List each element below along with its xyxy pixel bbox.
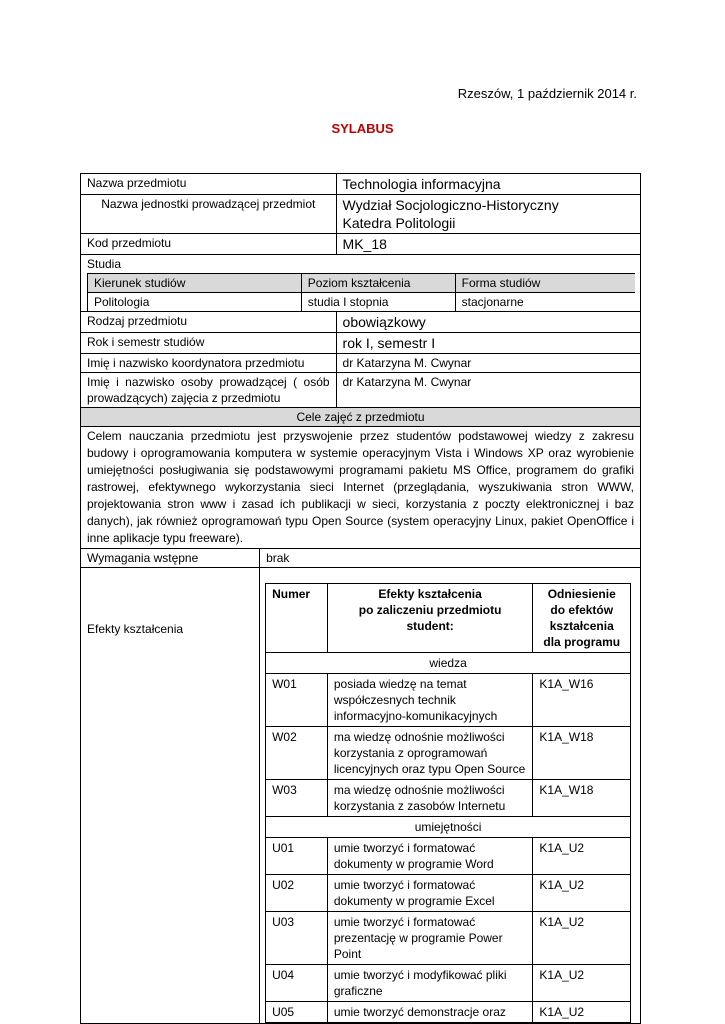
table-row — [266, 1002, 631, 1023]
table-row — [266, 838, 631, 875]
table-row — [266, 780, 631, 817]
effect-number: U03 — [266, 912, 328, 965]
prereq-value: brak — [260, 549, 641, 568]
studies-block — [81, 255, 641, 312]
studies-table — [87, 273, 635, 311]
studies-form: stacjonarne — [455, 293, 635, 312]
effect-text: ma wiedzę odnośnie możliwości korzystania z oprogramowań licencyjnych oraz typu Open Source — [327, 727, 533, 780]
teachers-label: Imię i nazwisko osoby prowadzącej ( osób prowadzących) zajęcia z przedmiotu — [81, 373, 337, 408]
effect-number: W01 — [266, 674, 328, 727]
studies-header-field: Kierunek studiów — [88, 274, 302, 293]
effect-text: umie tworzyć i modyfikować pliki graficzne — [327, 965, 533, 1002]
prereq-effects-block — [81, 549, 641, 1024]
goals-header: Cele zajęć z przedmiotu — [81, 408, 641, 427]
effects-col-effect-line1: Efekty kształcenia — [378, 587, 482, 601]
unit-value — [336, 195, 640, 234]
document-title: SYLABUS — [331, 121, 394, 136]
effects-label: Efekty kształcenia — [81, 568, 260, 1024]
effects-col-effect — [327, 584, 533, 653]
year-label: Rok i semestr studiów — [81, 333, 337, 354]
effect-text: umie tworzyć demonstracje oraz — [327, 1002, 533, 1023]
effect-ref: K1A_U2 — [533, 965, 631, 1002]
coordinator-value: dr Katarzyna M. Cwynar — [336, 354, 640, 373]
document-date: Rzeszów, 1 październik 2014 r. — [457, 86, 637, 101]
goals-text: Celem nauczania przedmiotu jest przyswojenie przez studentów podstawowej wiedzy z zakresu budowy i oprogramowania komputera w systemie operacyjnym Vista i Windows XP oraz wyrobienie umiejętności posługiwania się podstawowymi programami pakietu MS Office, programem do grafiki rastrowej, efektywnego wykorzystania sieci Internet (przeglądania, wyszukiwania stron WWW, projektowania stron www i zasad ich publikacji w sieci, korzystania z poczty elektronicznej i baz danych), jak również oprogramowań typu Open Source (system operacyjny Linux, pakiet OpenOffice i inne aplikacje typu freeware). — [81, 427, 641, 549]
table-row — [266, 727, 631, 780]
table-row — [266, 674, 631, 727]
type-label: Rodzaj przedmiotu — [81, 312, 337, 333]
section-knowledge: wiedza — [266, 653, 631, 674]
effect-text: ma wiedzę odnośnie możliwości korzystania z zasobów Internetu — [327, 780, 533, 817]
effect-number: U04 — [266, 965, 328, 1002]
syllabus-table — [80, 173, 641, 1024]
coordinator-label: Imię i nazwisko koordynatora przedmiotu — [81, 354, 337, 373]
effect-number: U02 — [266, 875, 328, 912]
table-row — [266, 875, 631, 912]
effects-table — [265, 583, 631, 1023]
effect-ref: K1A_W16 — [533, 674, 631, 727]
studies-level: studia I stopnia — [301, 293, 455, 312]
effect-number: W02 — [266, 727, 328, 780]
year-value: rok I, semestr I — [336, 333, 640, 354]
effect-ref: K1A_W18 — [533, 780, 631, 817]
effect-text: umie tworzyć i formatować prezentację w programie Power Point — [327, 912, 533, 965]
code-value: MK_18 — [336, 234, 640, 255]
table-row — [266, 965, 631, 1002]
table-row — [266, 912, 631, 965]
studies-label: Studia — [87, 257, 122, 271]
effect-number: U01 — [266, 838, 328, 875]
unit-department: Katedra Politologii — [342, 215, 456, 231]
unit-faculty: Wydział Socjologiczno-Historyczny — [342, 197, 559, 213]
effects-col-number: Numer — [266, 584, 328, 653]
type-value: obowiązkowy — [336, 312, 640, 333]
course-name-label: Nazwa przedmiotu — [81, 174, 337, 195]
effect-text: posiada wiedzę na temat współczesnych technik informacyjno-komunikacyjnych — [327, 674, 533, 727]
prereq-label: Wymagania wstępne — [81, 549, 260, 568]
studies-header-form: Forma studiów — [455, 274, 635, 293]
effect-ref: K1A_U2 — [533, 1002, 631, 1023]
effect-text: umie tworzyć i formatować dokumenty w programie Word — [327, 838, 533, 875]
effect-text: umie tworzyć i formatować dokumenty w programie Excel — [327, 875, 533, 912]
effect-number: W03 — [266, 780, 328, 817]
effect-ref: K1A_U2 — [533, 838, 631, 875]
effect-number: U05 — [266, 1002, 328, 1023]
effects-cell — [260, 568, 641, 1024]
studies-field: Politologia — [88, 293, 302, 312]
code-label: Kod przedmiotu — [81, 234, 337, 255]
section-skills: umiejętności — [266, 817, 631, 838]
effects-col-effect-line2: po zaliczeniu przedmiotu student: — [358, 603, 502, 633]
teachers-value: dr Katarzyna M. Cwynar — [336, 373, 640, 408]
effect-ref: K1A_W18 — [533, 727, 631, 780]
studies-header-level: Poziom kształcenia — [301, 274, 455, 293]
effect-ref: K1A_U2 — [533, 875, 631, 912]
course-name-value: Technologia informacyjna — [336, 174, 640, 195]
effects-col-ref: Odniesienie do efektów kształcenia dla programu — [533, 584, 631, 653]
effect-ref: K1A_U2 — [533, 912, 631, 965]
prereq-effects-table — [80, 548, 641, 1024]
unit-label: Nazwa jednostki prowadzącej przedmiot — [81, 195, 337, 234]
